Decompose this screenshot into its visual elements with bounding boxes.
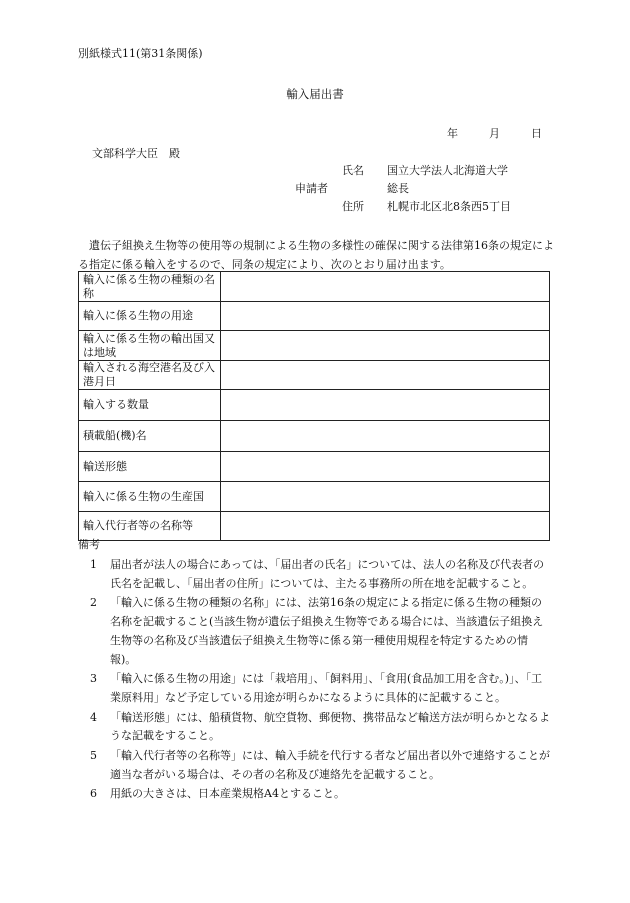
date-line [447, 126, 542, 142]
addressee: 文部科学大臣 殿 [92, 147, 180, 160]
notification-form-table [78, 271, 550, 541]
note-item [78, 709, 550, 746]
table-row [79, 390, 550, 421]
name-value: 国立大学法人北海道大学 [387, 164, 508, 177]
date-day-label: 日 [531, 127, 542, 140]
row-label: 輸入に係る生物の生産国 [79, 482, 221, 512]
note-text: 「輸入代行者等の名称等」には、輸入手続を代行する者など届出者以外で連絡することが適当な者がいる場合は、その者の名称及び連絡先を記載すること。 [110, 749, 550, 781]
note-number: 5 [90, 749, 97, 763]
row-label: 輸入代行者等の名称等 [79, 512, 221, 541]
notes-list [78, 556, 550, 805]
date-month-label: 月 [489, 127, 500, 140]
table-row [79, 421, 550, 452]
note-item [78, 594, 550, 669]
table-row [79, 302, 550, 331]
notes-title: 備考 [78, 538, 100, 551]
note-text: 用紙の大きさは、日本産業規格A4とすること。 [110, 787, 345, 801]
name-label: 氏名 [342, 164, 364, 177]
row-label: 輸入に係る生物の種類の名称 [79, 272, 221, 302]
row-label: 輸入に係る生物の用途 [79, 302, 221, 331]
row-value-field[interactable] [221, 482, 550, 512]
table-row [79, 361, 550, 390]
note-text: 「輸入に係る生物の種類の名称」には、法第16条の規定による指定に係る生物の種類の名称を記載すること(当該生物が遺伝子組換え生物等である場合には、当該遺伝子組換え生物等の名称及び当該遺伝子組換え生物等に係る第一種使用規程を特定するための情報)。 [110, 596, 544, 666]
row-label: 積載船(機)名 [79, 421, 221, 452]
row-value-field[interactable] [221, 452, 550, 482]
title-value: 総長 [387, 182, 409, 195]
applicant-label: 申請者 [295, 182, 328, 195]
note-number: 1 [90, 558, 97, 571]
note-item [78, 670, 550, 707]
row-label: 輸入される海空港名及び入港月日 [79, 361, 221, 390]
row-value-field[interactable] [221, 331, 550, 361]
note-item [78, 747, 550, 784]
note-number: 3 [90, 672, 97, 686]
row-label: 輸入に係る生物の輸出国又は地域 [79, 331, 221, 361]
form-reference: 別紙様式11(第31条関係) [78, 47, 203, 60]
table-row [79, 482, 550, 512]
note-item [78, 785, 550, 804]
table-row [79, 331, 550, 361]
row-label: 輸送形態 [79, 452, 221, 482]
row-value-field[interactable] [221, 361, 550, 390]
row-value-field[interactable] [221, 302, 550, 331]
address-value: 札幌市北区北8条西5丁目 [387, 200, 511, 213]
note-number: 2 [90, 596, 97, 610]
note-text: 「輸入に係る生物の用途」には「栽培用」、「飼料用」、「食用(食品加工用を含む。)」、「工業原料用」など予定している用途が明らかになるように具体的に記載すること。 [110, 672, 543, 704]
note-text: 届出者が法人の場合にあっては、「届出者の氏名」については、法人の名称及び代表者の氏名を記載し、「届出者の住所」については、主たる事務所の所在地を記載すること。 [110, 558, 545, 590]
row-label: 輸入する数量 [79, 390, 221, 421]
note-text: 「輸送形態」には、船積貨物、航空貨物、郵便物、携帯品など輸送方法が明らかとなるような記載をすること。 [110, 710, 550, 743]
date-year-label: 年 [447, 127, 458, 140]
address-label: 住所 [342, 200, 364, 213]
row-value-field[interactable] [221, 421, 550, 452]
table-row [79, 512, 550, 541]
document-title: 輸入届出書 [286, 87, 344, 101]
table-row [79, 272, 550, 302]
note-item [78, 556, 550, 593]
row-value-field[interactable] [221, 512, 550, 541]
note-number: 6 [90, 787, 97, 801]
note-number: 4 [90, 710, 97, 724]
table-row [79, 452, 550, 482]
row-value-field[interactable] [221, 390, 550, 421]
intro-paragraph: 遺伝子組換え生物等の使用等の規制による生物の多様性の確保に関する法律第16条の規定による指定に係る輸入をするので、同条の規定により、次のとおり届け出ます。 [78, 239, 554, 271]
row-value-field[interactable] [221, 272, 550, 302]
